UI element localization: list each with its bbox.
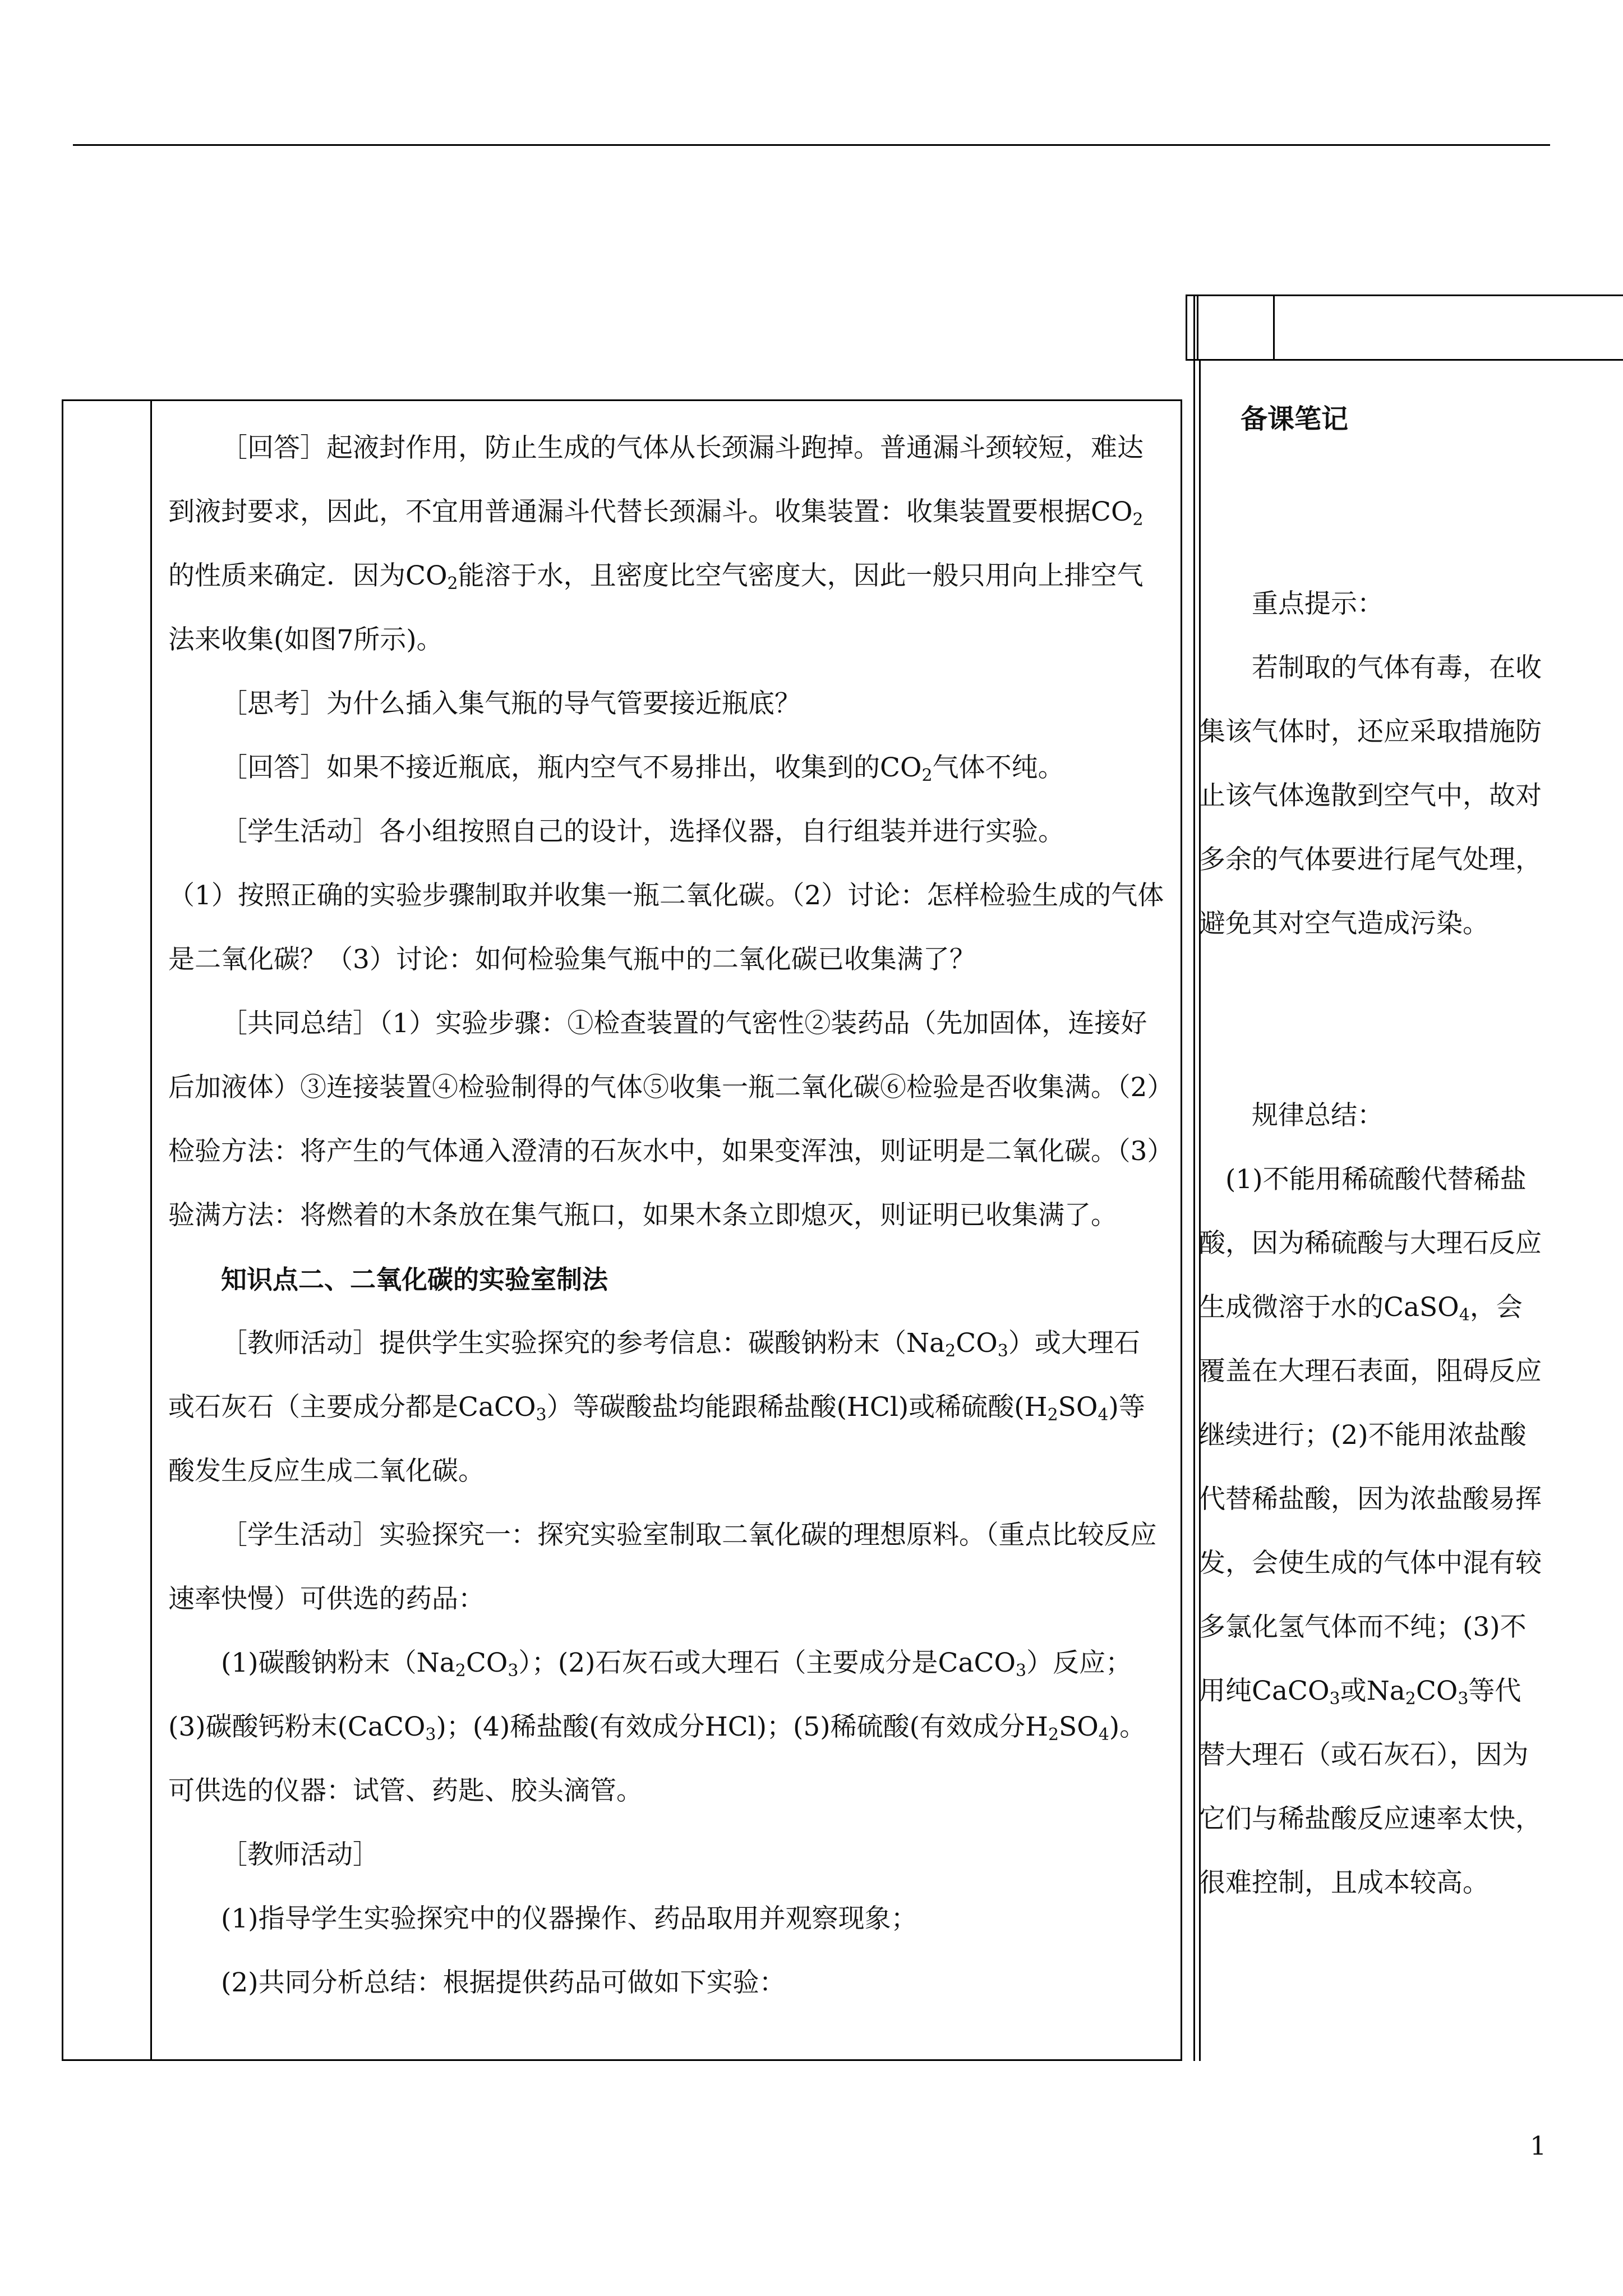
- section-heading: 知识点二、二氧化碳的实验室制法: [221, 1264, 608, 1295]
- student-activity-paragraph: ［学生活动］各小组按照自己的设计，选择仪器，自行组装并进行实验。: [221, 816, 1064, 847]
- header-rule: [73, 144, 1550, 146]
- small-header-box: [1186, 295, 1623, 361]
- rule-text: (1)不能用稀硫酸代替稀盐酸，因为稀硫酸与大理石反应生成微溶于水的CaSO$_4$，会覆盖在大理石表面，阻碍反应继续进行；(2)不能用浓盐酸代替稀盐酸，因为浓盐酸易挥发，会使生成的气体中混有较多氯化氢气体而不纯；(3)不用纯CaCO$_3$或$Na_2CO_3$等代替大理石（或石灰石），因为它们与稀盐酸反应速率太快，很难控制，且成本较高。: [1199, 1164, 1542, 1898]
- small-box-divider: [1197, 295, 1198, 361]
- lesson-content: [168, 416, 1165, 2015]
- notes-column-left-border: [1193, 295, 1195, 2061]
- teacher-activity-paragraph: ［教师活动］提供学生实验探究的参考信息：碳酸钠粉末$(Na_2CO_3)$或大理石或石灰石（主要成分都是CaCO$_3$）等碳酸盐均能跟稀盐酸(HCl)或稀硫酸$(H_2SO_4)$等酸发生反应生成二氧化碳。: [168, 1328, 1145, 1487]
- notes-title: 备课笔记: [1241, 403, 1349, 435]
- reagents-paragraph: (1)碳酸钠粉末$(Na_2CO_3)$；(2)石灰石或大理石（主要成分是CaCO$_3$）反应；(3)碳酸钙粉末(CaCO$_3$)；(4)稀盐酸(有效成分HCl)；(5)稀硫酸(有效成分$H_2SO_4$)。可供选的仪器：试管、药匙、胶头滴管。: [168, 1648, 1146, 1806]
- think-paragraph: ［思考］为什么插入集气瓶的导气管要接近瓶底？: [221, 688, 801, 719]
- answer-paragraph-2: ［回答］如果不接近瓶底，瓶内空气不易排出，收集到的$CO_2$气体不纯。: [221, 752, 1064, 785]
- small-box-divider-2: [1273, 295, 1275, 361]
- notes-tip: [1199, 572, 1544, 956]
- steps-paragraph: （1）按照正确的实验步骤制取并收集一瓶二氧化碳。（2）讨论：怎样检验生成的气体是二氧化碳？（3）讨论：如何检验集气瓶中的二氧化碳已收集满了？: [168, 880, 1164, 975]
- tip-text: 若制取的气体有毒，在收集该气体时，还应采取措施防止该气体逸散到空气中，故对多余的气体要进行尾气处理，避免其对空气造成污染。: [1199, 652, 1542, 939]
- summary-paragraph: ［共同总结］（1）实验步骤：①检查装置的气密性②装药品（先加固体，连接好后加液体）③连接装置④检验制得的气体⑤收集一瓶二氧化碳⑥检验是否收集满。（2）检验方法：将产生的气体通入澄清的石灰水中，如果变浑浊，则证明是二氧化碳。（3）验满方法：将燃着的木条放在集气瓶口，如果木条立即熄灭，则证明已收集满了。: [168, 1008, 1160, 1231]
- experiment-paragraph: ［学生活动］实验探究一：探究实验室制取二氧化碳的理想原料。（重点比较反应速率快慢）可供选的药品：: [168, 1520, 1157, 1614]
- rule-label: 规律总结：: [1252, 1100, 1384, 1131]
- guidance-item-2: (2)共同分析总结：根据提供药品可做如下实验：: [221, 1967, 786, 1998]
- notes-rule: [1199, 1084, 1544, 1915]
- left-column-divider: [150, 399, 152, 2061]
- teacher-activity-label: ［教师活动］: [221, 1839, 379, 1870]
- guidance-item-1: (1)指导学生实验探究中的仪器操作、药品取用并观察现象；: [221, 1903, 917, 1934]
- tip-label: 重点提示：: [1252, 588, 1384, 619]
- answer-paragraph-1: ［回答］起液封作用，防止生成的气体从长颈漏斗跑掉。普通漏斗颈较短，难达到液封要求，因此，不宜用普通漏斗代替长颈漏斗。收集装置：收集装置要根据$CO_2$的性质来确定．因为$CO_2$能溶于水，且密度比空气密度大，因此一般只用向上排空气法来收集(如图7所示)。: [168, 432, 1144, 655]
- page-number: 1: [1530, 2131, 1547, 2161]
